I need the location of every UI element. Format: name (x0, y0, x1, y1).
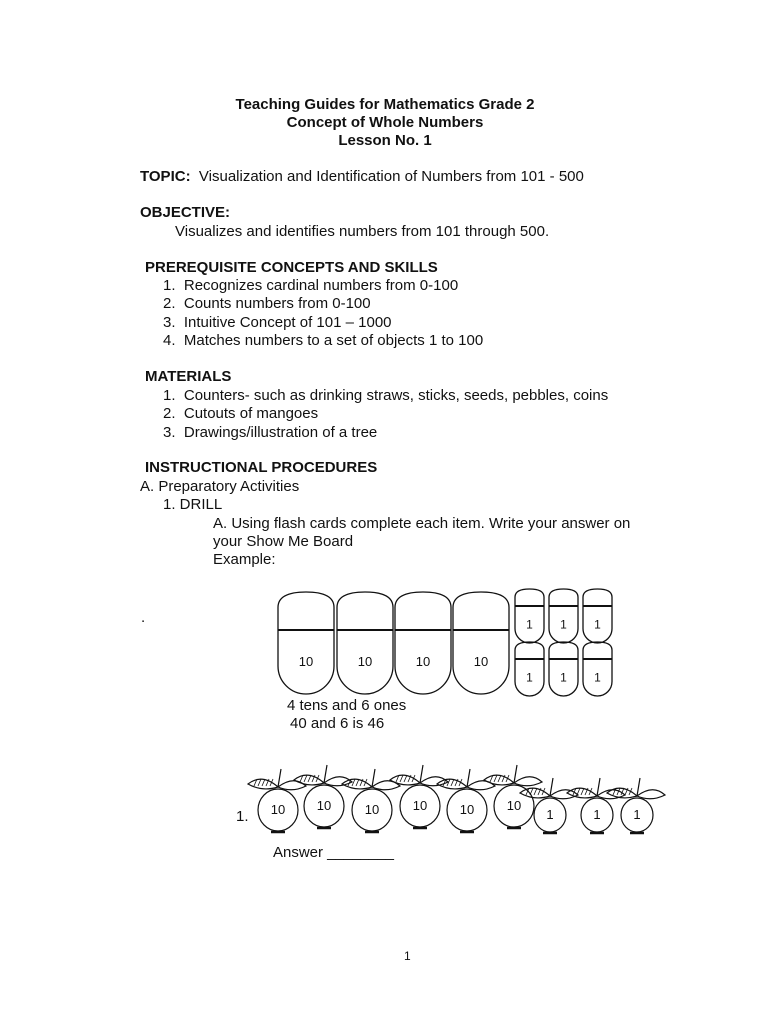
fruit-label: 10 (412, 798, 428, 813)
ten-card (453, 592, 509, 694)
one-card (583, 589, 612, 643)
fruit-label: 10 (270, 802, 286, 817)
answer-line: Answer ________ (273, 844, 394, 861)
card-label: 1 (526, 617, 533, 632)
list-item: 2. Cutouts of mangoes (163, 405, 319, 422)
card-label: 10 (415, 654, 431, 669)
card-label: 1 (560, 670, 567, 685)
topic-text: Visualization and Identification of Numbers from 101 - 500 (198, 168, 584, 185)
instruction-line1: A. Using flash cards complete each item. Write your answer on (213, 515, 631, 532)
fruit-label: 10 (364, 802, 380, 817)
drill-label: 1. DRILL (163, 496, 223, 513)
example-caption-1: 4 tens and 6 ones (287, 697, 407, 714)
example-caption-2: 40 and 6 is 46 (290, 715, 385, 732)
ten-card (395, 592, 451, 694)
section-a: A. Preparatory Activities (140, 478, 300, 495)
fruit-label: 10 (506, 798, 522, 813)
card-label: 10 (357, 654, 373, 669)
card-label: 1 (526, 670, 533, 685)
card-label: 1 (594, 670, 601, 685)
page-number: 1 (404, 949, 411, 963)
list-item: 2. Counts numbers from 0-100 (163, 295, 371, 312)
topic-label: TOPIC: (140, 168, 191, 185)
ten-card (337, 592, 393, 694)
card-label: 10 (473, 654, 489, 669)
mango-fruit (607, 778, 665, 833)
card-label: 1 (560, 617, 567, 632)
mango-fruit (294, 765, 352, 828)
card-label: 1 (594, 617, 601, 632)
one-card (515, 589, 544, 643)
document-title: Teaching Guides for Mathematics Grade 2 (235, 96, 535, 113)
prerequisites-heading: PREREQUISITE CONCEPTS AND SKILLS (145, 259, 438, 276)
example-label: Example: (213, 551, 276, 568)
list-item: 1. Counters- such as drinking straws, sticks, seeds, pebbles, coins (163, 387, 609, 404)
objective-label: OBJECTIVE: (140, 204, 231, 221)
exercise-number: 1. (236, 808, 249, 825)
one-card (515, 642, 544, 696)
list-item: 3. Drawings/illustration of a tree (163, 424, 378, 441)
stray-dot: . (141, 609, 146, 626)
one-card (549, 642, 578, 696)
document-subtitle: Concept of Whole Numbers (286, 114, 484, 131)
card-label: 10 (298, 654, 314, 669)
list-item: 4. Matches numbers to a set of objects 1 to 100 (163, 332, 484, 349)
instruction-line2: your Show Me Board (213, 533, 354, 550)
one-card (549, 589, 578, 643)
ten-card (278, 592, 334, 694)
lesson-number: Lesson No. 1 (338, 132, 432, 149)
fruit-label: 10 (316, 798, 332, 813)
list-item: 3. Intuitive Concept of 101 – 1000 (163, 314, 392, 331)
mango-fruit (484, 765, 542, 828)
mango-fruit (390, 765, 448, 828)
fruit-label: 1 (633, 807, 641, 822)
mango-fruit (567, 778, 625, 833)
one-card (583, 642, 612, 696)
list-item: 1. Recognizes cardinal numbers from 0-100 (163, 277, 459, 294)
fruit-label: 10 (459, 802, 475, 817)
fruit-label: 1 (593, 807, 601, 822)
objective-text: Visualizes and identifies numbers from 101 through 500. (175, 223, 550, 240)
fruit-label: 1 (546, 807, 554, 822)
flash-cards-example (278, 589, 612, 696)
procedures-heading: INSTRUCTIONAL PROCEDURES (145, 459, 378, 476)
materials-heading: MATERIALS (145, 368, 232, 385)
fruit-exercise (248, 765, 665, 833)
